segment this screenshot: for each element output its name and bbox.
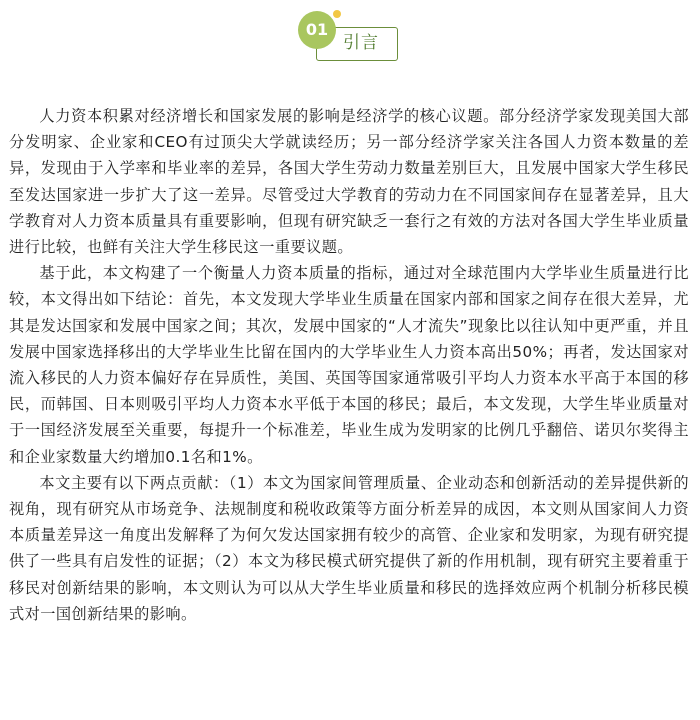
- decorative-dot-icon: [333, 10, 341, 18]
- article-body: [9, 103, 689, 627]
- paragraph-intro: 人力资本积累对经济增长和国家发展的影响是经济学的核心议题。部分经济学家发现美国大部分发明家、企业家和CEO有过顶尖大学就读经历；另一部分经济学家关注各国人力资本数量的差异，发现由于入学率和毕业率的差异，各国大学生劳动力数量差别巨大，且发展中国家大学生移民至发达国家进一步扩大了这一差异。尽管受过大学教育的劳动力在不同国家间存在显著差异，且大学教育对人力资本质量具有重要影响，但现有研究缺乏一套行之有效的方法对各国大学生毕业质量进行比较，也鲜有关注大学生移民这一重要议题。: [9, 107, 689, 257]
- paragraph-contributions: 本文主要有以下两点贡献：（1）本文为国家间管理质量、企业动态和创新活动的差异提供新的视角，现有研究从市场竞争、法规制度和税收政策等方面分析差异的成因，本文则从国家间人力资本质量差异这一角度出发解释了为何欠发达国家拥有较少的高管、企业家和发明家，为现有研究提供了一些具有启发性的证据；（2）本文为移民模式研究提供了新的作用机制，现有研究主要着重于移民对创新结果的影响，本文则认为可以从大学生毕业质量和移民的选择效应两个机制分析移民模式对一国创新结果的影响。: [9, 473, 689, 623]
- section-number-badge: 01: [298, 11, 336, 49]
- section-header: [0, 0, 700, 80]
- section-title: 引言: [316, 27, 398, 61]
- paragraph-conclusions: 基于此，本文构建了一个衡量人力资本质量的指标，通过对全球范围内大学毕业生质量进行比较，本文得出如下结论：首先，本文发现大学毕业生质量在国家内部和国家之间存在很大差异，尤其是发达国家和发展中国家之间；其次，发展中国家的“人才流失”现象比以往认知中更严重，并且发展中国家选择移出的大学毕业生比留在国内的大学毕业生人力资本高出50%；再者，发达国家对流入移民的人力资本偏好存在异质性，美国、英国等国家通常吸引平均人力资本水平高于本国的移民，而韩国、日本则吸引平均人力资本水平低于本国的移民；最后，本文发现，大学生毕业质量对于一国经济发展至关重要，每提升一个标准差，毕业生成为发明家的比例几乎翻倍、诺贝尔奖得主和企业家数量大约增加0.1名和1%。: [9, 264, 689, 466]
